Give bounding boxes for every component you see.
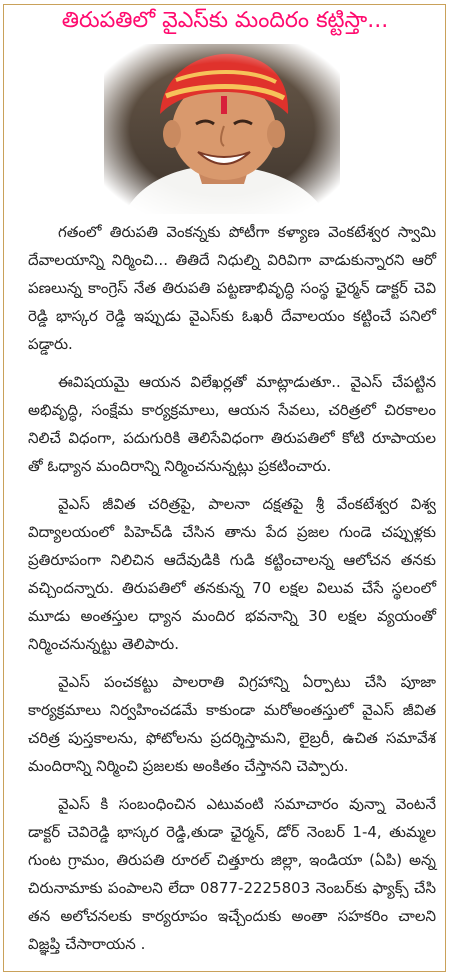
paragraph-4: వైఎస్ పంచకట్టు పాలరాతి విగ్రహాన్ని ఏర్పాటు చేసి పూజా కార్యక్రమాలు నిర్వహించడమే కాకుండా మరోఅంతస్తులో వైఎస్ జీవిత చరిత్ర పుస్తకాలను, ఫోటోలను ప్రదర్శిస్తామని, లైబ్రరీ, ఉచిత సమావేశ మందిరాన్ని నిర్మించి ప్రజలకు అంకితం చేస్తానని చెప్పారు. — [28, 673, 436, 775]
paragraph-2: ఈవిషయమై ఆయన విలేఖర్లతో మాట్లాడుతూ.. వైఎస్ చేపట్టిన అభివృద్ధి, సంక్షేమ కార్యక్రమాలు, ఆయన సేవలు, చరిత్రలో చిరకాలం నిలిచే విధంగా, పదుగురికి తెలిసేవిధంగా తిరుపతిలో కోటి రూపాయల తో ఓధ్యాన మందిరాన్ని నిర్మించనున్నట్లు ప్రకటించారు. — [28, 373, 436, 475]
paragraph-1: గతంలో తిరుపతి వెంకన్నకు పోటీగా కళ్యాణ వెంకటేశ్వర స్వామి దేవాలయాన్ని నిర్మించి... తితిదే నిధుల్ని విరివిగా వాడుకున్నారని ఆరో పణలున్న కాంగ్రెస్ నేత తిరుపతి పట్టణాభివృద్ధి సంస్థ ఛైర్మన్ డాక్టర్ చెవి రెడ్డి భాస్కర రెడ్డి ఇప్పుడు వైఎస్‌కు ఓఖరీ దేవాలయం కట్టించే పనిలో పడ్డారు. — [28, 223, 436, 353]
article-body — [28, 218, 436, 968]
portrait-photo — [104, 44, 340, 214]
paragraph-5: వైఎస్ కి సంబంధించిన ఎటువంటి సమాచారం వున్నా వెంటనే డాక్టర్ చెవిరెడ్డి భాస్కర రెడ్డి,తుడా ఛైర్మన్, డోర్ నెంబర్ 1-4, తుమ్మల గుంట గ్రామం, తిరుపతి రూరల్ చిత్తూరు జిల్లా, ఇండియా (ఏపి) అన్న చిరునామాకు పంపాలని లేదా 0877-2225803 నెంబర్‌కు ఫ్యాక్స్ చేసి తన అలోచనలకు కార్యరూపం ఇచ్చేందుకు అంతా సహకరిం చాలని విజ్ఞప్తి చేసారాయన . — [28, 795, 436, 953]
headline: తిరుపతిలో వైఎస్‌కు మందిరం కట్టిస్తా... — [61, 8, 389, 33]
paragraph-3: వైఎస్ జీవిత చరిత్రపై, పాలనా దక్షతపై శ్రీ వేంకటేశ్వర విశ్వ విద్యాలయంలో పిహెచ్‌డి చేసిన తాను పేద ప్రజల గుండె చప్పుళ్లకు ప్రతిరూపంగా నిలిచిన ఆదేవుడికి గుడి కట్టించాలన్న ఆలోచన తనకు వచ్చిందన్నారు. తిరుపతిలో తనకున్న 70 లక్షల విలువ చేసే స్థలంలో మూడు అంతస్తుల ధ్యాన మందిర భవనాన్ని 30 లక్షల వ్యయంతో నిర్మించనున్నట్టు తెలిపారు. — [28, 495, 436, 653]
